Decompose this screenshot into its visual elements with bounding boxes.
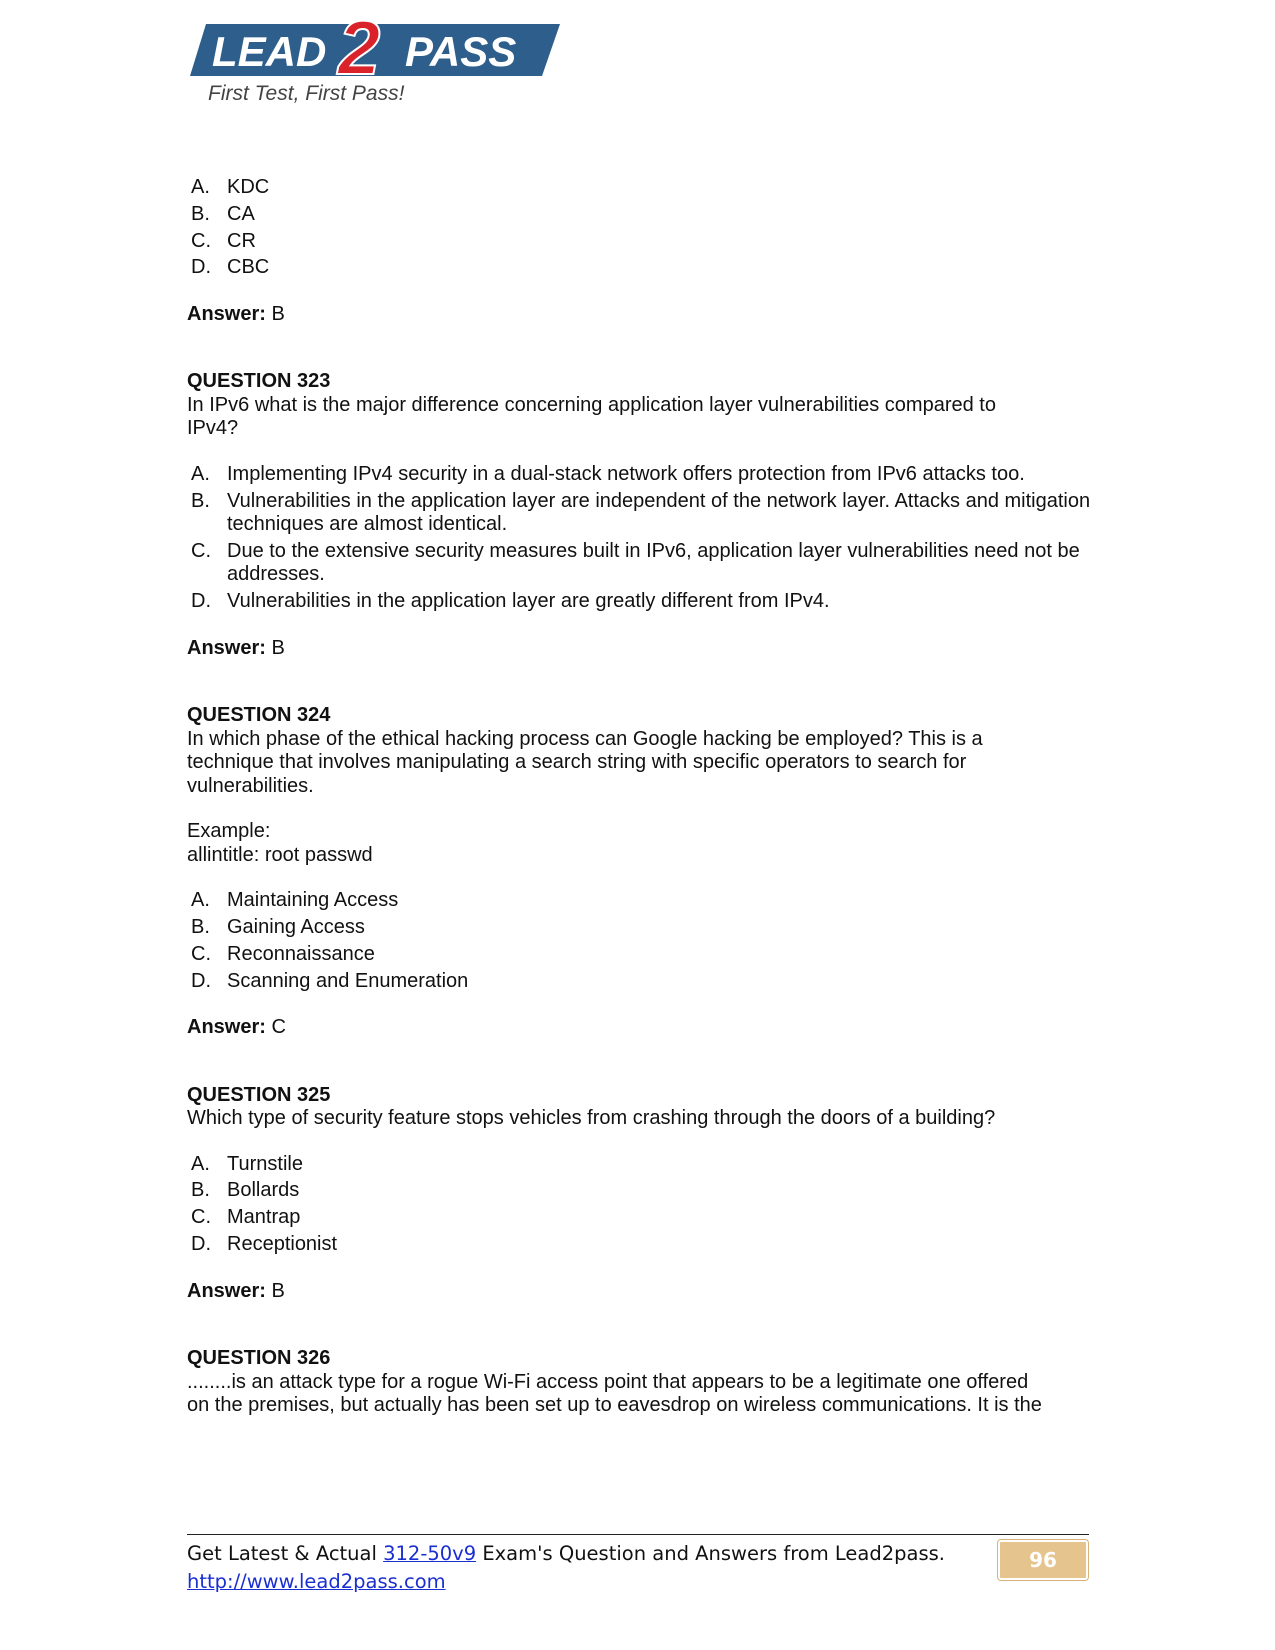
question-title: QUESTION 326 bbox=[187, 1347, 331, 1370]
option-item: B. Gaining Access bbox=[191, 916, 365, 939]
option-item: A. KDC bbox=[191, 176, 270, 198]
prev-question-answer: Answer: B bbox=[187, 302, 285, 325]
logo-word-right: PASS bbox=[405, 28, 517, 75]
option-item: C. CR bbox=[191, 229, 256, 252]
option-item: C. Due to the extensive security measures built in IPv6, application layer vulnerabilities need not be addresses. bbox=[191, 539, 1080, 586]
question-text-line: ........is an attack type for a rogue Wi-Fi access point that appears to be a legitimate one offered bbox=[187, 1370, 1029, 1393]
footer bbox=[187, 1540, 945, 1596]
question-text-line: In IPv6 what is the major difference concerning application layer vulnerabilities compared to bbox=[187, 393, 996, 416]
prev-question-options bbox=[187, 176, 1117, 280]
option-item: A. Turnstile bbox=[191, 1152, 303, 1175]
question-text-line: technique that involves manipulating a search string with specific operators to search for bbox=[187, 751, 967, 774]
example-text: allintitle: root passwd bbox=[187, 843, 373, 866]
question-title: QUESTION 324 bbox=[187, 704, 331, 727]
question-325 bbox=[187, 1084, 1117, 1303]
question-text-line: In which phase of the ethical hacking process can Google hacking be employed? This is a bbox=[187, 727, 983, 750]
site-url-link[interactable]: http://www.lead2pass.com bbox=[187, 1570, 446, 1593]
exam-code-link[interactable]: 312-50v9 bbox=[383, 1542, 477, 1565]
question-title: QUESTION 325 bbox=[187, 1083, 331, 1106]
question-text-line: Which type of security feature stops vehicles from crashing through the doors of a building? bbox=[187, 1107, 996, 1130]
question-options bbox=[187, 463, 1117, 614]
question-324 bbox=[187, 704, 1117, 1039]
question-text-line: on the premises, but actually has been set up to eavesdrop on wireless communications. It is the bbox=[187, 1394, 1042, 1417]
footer-line-1: Get Latest & Actual 312-50v9 Exam's Question and Answers from Lead2pass. bbox=[187, 1542, 946, 1565]
logo-digit: 2 bbox=[338, 6, 381, 91]
logo-tagline: First Test, First Pass! bbox=[208, 82, 405, 105]
lead2pass-logo bbox=[190, 6, 580, 106]
option-item: B. CA bbox=[191, 202, 255, 225]
option-item: B. Bollards bbox=[191, 1179, 300, 1202]
question-text-line: vulnerabilities. bbox=[187, 774, 314, 797]
logo-word-left: LEAD bbox=[212, 28, 327, 75]
option-item: D. Vulnerabilities in the application layer are greatly different from IPv4. bbox=[191, 590, 830, 613]
option-item: C. Reconnaissance bbox=[191, 942, 375, 965]
question-options bbox=[187, 1153, 1117, 1257]
page-number-badge: 96 bbox=[998, 1540, 1088, 1580]
page-content bbox=[187, 176, 1117, 1418]
option-item: A. Maintaining Access bbox=[191, 889, 399, 912]
question-text-line: IPv4? bbox=[187, 417, 239, 440]
question-options bbox=[187, 889, 1117, 993]
footer-divider bbox=[187, 1534, 1089, 1535]
question-323 bbox=[187, 370, 1117, 660]
question-326 bbox=[187, 1347, 1117, 1418]
option-item: A. Implementing IPv4 security in a dual-stack network offers protection from IPv6 attacks too. bbox=[191, 462, 1025, 485]
example-label: Example: bbox=[187, 820, 271, 843]
question-answer: Answer: B bbox=[187, 1279, 285, 1302]
footer-line-2 bbox=[187, 1568, 945, 1596]
option-item: D. CBC bbox=[191, 256, 270, 279]
option-item: D. Receptionist bbox=[191, 1233, 338, 1256]
question-answer: Answer: B bbox=[187, 636, 285, 659]
option-item: B. Vulnerabilities in the application layer are independent of the network layer. Attacks and mitigation techniques are almost identical. bbox=[191, 489, 1091, 536]
option-item: D. Scanning and Enumeration bbox=[191, 969, 469, 992]
question-title: QUESTION 323 bbox=[187, 370, 331, 393]
question-answer: Answer: C bbox=[187, 1016, 286, 1039]
option-item: C. Mantrap bbox=[191, 1206, 301, 1229]
logo-graphic bbox=[190, 6, 580, 106]
